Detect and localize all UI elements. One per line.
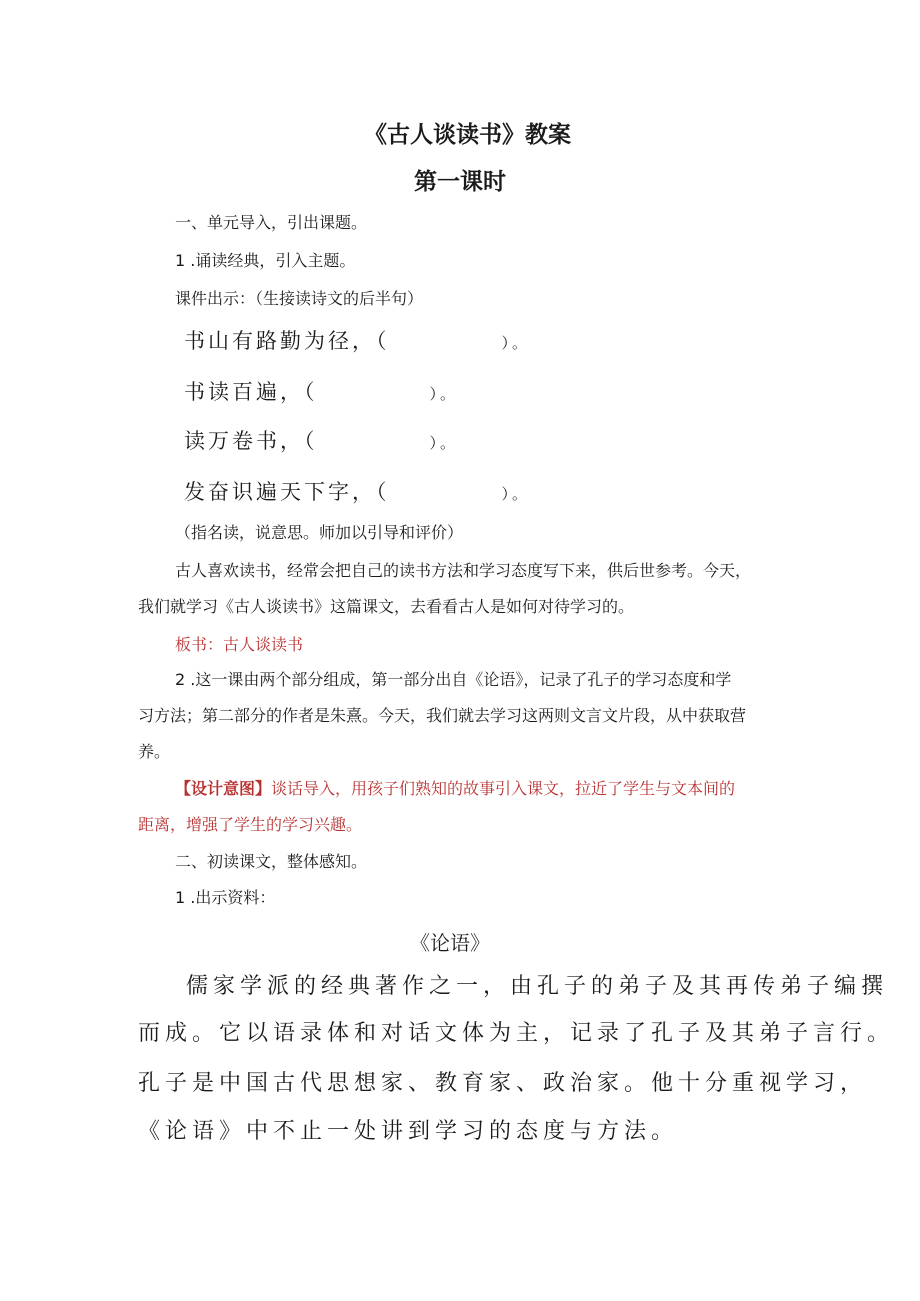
material-line-4: 《论语》中不止一处讲到学习的态度与方法。 <box>138 1119 679 1144</box>
poem-line-2-close: ）。 <box>429 385 459 403</box>
intro-paragraph-line-1: 古人喜欢读书，经常会把自己的读书方法和学习态度写下来，供后世参考。今天， <box>175 561 752 580</box>
material-line-3: 孔子是中国古代思想家、教育家、政治家。他十分重视学习， <box>138 1071 868 1096</box>
material-title: 《论语》 <box>410 931 490 955</box>
section2-heading: 二、初读课文，整体感知。 <box>175 852 368 871</box>
document-title: 《古人谈读书》教案 <box>364 122 571 148</box>
design-intent-line-2: 距离，增强了学生的学习兴趣。 <box>138 815 363 834</box>
blackboard-note: 板书：古人谈读书 <box>175 635 304 654</box>
material-line-2: 而成。它以语录体和对话文体为主，记录了孔子及其弟子言行。 <box>138 1021 895 1046</box>
section1-item2-line-3: 养。 <box>138 742 171 761</box>
intro-paragraph-line-2: 我们就学习《古人谈读书》这篇课文，去看看古人是如何对待学习的。 <box>138 597 635 616</box>
poem-line-1 <box>184 325 530 355</box>
poem-line-3 <box>184 425 458 455</box>
section1-item1: 1 .诵读经典，引入主题。 <box>175 251 356 270</box>
poem-line-3-open: 读万卷书，（ <box>184 429 318 453</box>
poem-line-3-close: ）。 <box>429 434 459 452</box>
section1-heading: 一、单元导入，引出课题。 <box>175 213 368 232</box>
teacher-note: （指名读，说意思。师加以引导和评价） <box>175 523 464 542</box>
poem-line-4-open: 发奋识遍天下字，（ <box>184 480 390 504</box>
material-line-1: 儒家学派的经典著作之一，由孔子的弟子及其再传弟子编撰 <box>186 974 889 999</box>
poem-line-1-close: ）。 <box>501 334 531 352</box>
section1-item2-line-2: 习方法；第二部分的作者是朱熹。今天，我们就去学习这两则文言文片段，从中获取营 <box>138 706 747 725</box>
design-intent-line-1 <box>175 776 735 799</box>
section1-item2-line-1: 2 .这一课由两个部分组成，第一部分出自《论语》，记录了孔子的学习态度和学 <box>175 670 732 689</box>
courseware-instruction: 课件出示：（生接读诗文的后半句） <box>175 289 424 308</box>
poem-line-4 <box>184 476 530 506</box>
section2-item1: 1 .出示资料： <box>175 888 276 907</box>
design-intent-label: 【设计意图】 <box>175 779 272 798</box>
design-intent-text: 谈话导入，用孩子们熟知的故事引入课文，拉近了学生与文本间的 <box>271 779 736 798</box>
poem-line-2-open: 书读百遍，（ <box>184 380 318 404</box>
lesson-period-heading: 第一课时 <box>414 169 506 195</box>
poem-line-4-close: ）。 <box>501 485 531 503</box>
poem-line-1-open: 书山有路勤为径，（ <box>184 329 390 353</box>
poem-line-2 <box>184 376 458 406</box>
